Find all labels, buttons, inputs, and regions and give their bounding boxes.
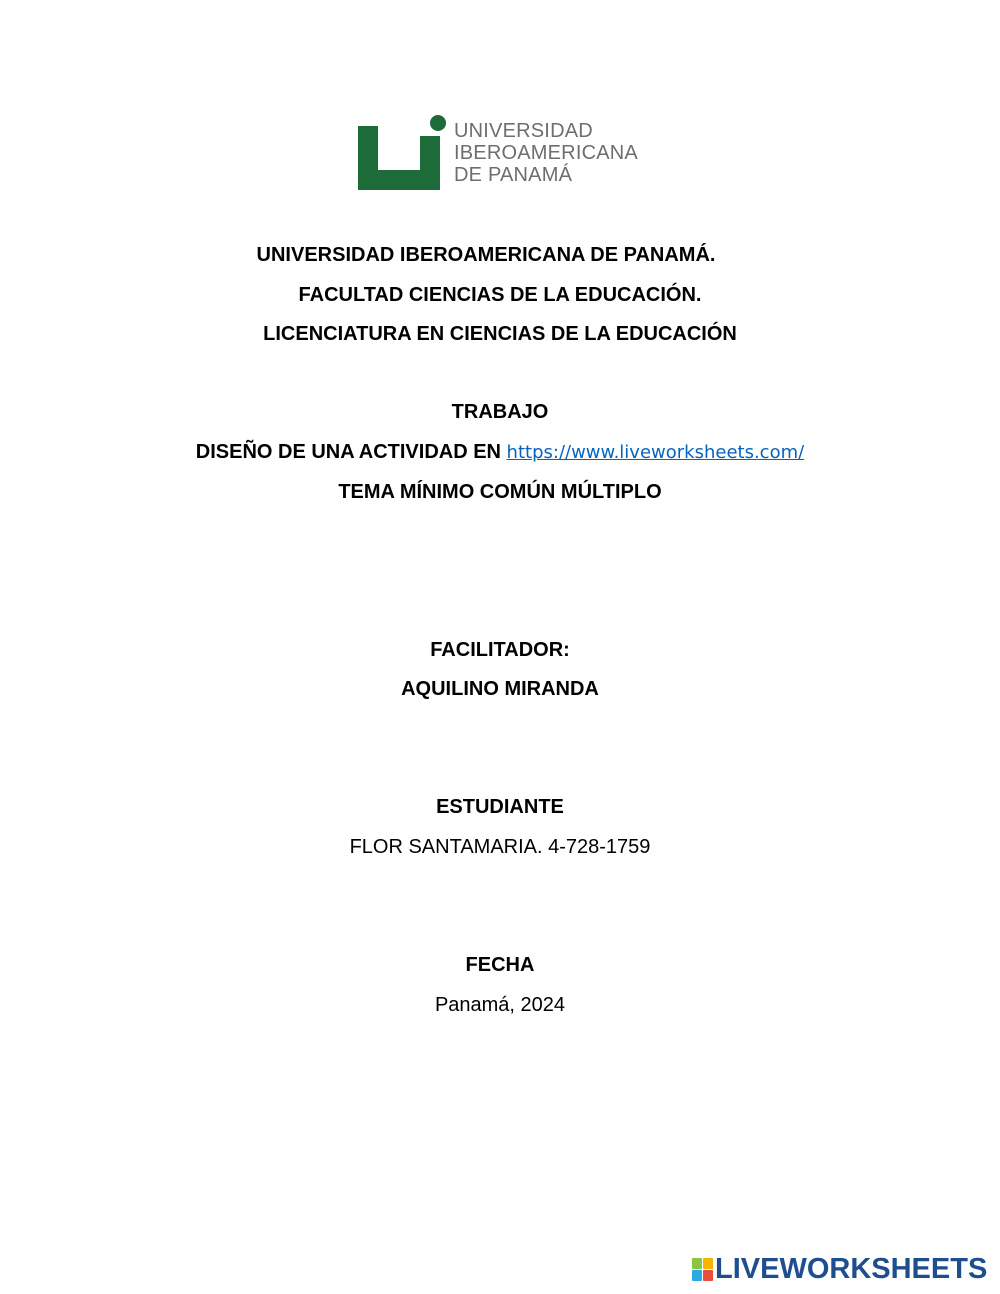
degree-title: LICENCIATURA EN CIENCIAS DE LA EDUCACIÓN [263, 323, 737, 345]
work-topic: TEMA MÍNIMO COMÚN MÚLTIPLO [338, 481, 662, 503]
student-name: FLOR SANTAMARIA. 4-728-1759 [349, 836, 651, 858]
faculty-title: FACULTAD CIENCIAS DE LA EDUCACIÓN. [298, 284, 702, 306]
logo-line-1: UNIVERSIDAD [454, 120, 593, 142]
facilitator-name: AQUILINO MIRANDA [401, 678, 599, 700]
logo-line-2: IBEROAMERICANA [454, 142, 638, 164]
university-title: UNIVERSIDAD IBEROAMERICANA DE PANAMÁ. [256, 244, 716, 266]
liveworksheets-logo-icon [692, 1258, 712, 1280]
work-design-prefix: DISEÑO DE UNA ACTIVIDAD EN [195, 441, 507, 463]
liveworksheets-wordmark: LIVEWORKSHEETS [715, 1252, 988, 1285]
liveworksheets-link[interactable]: https://www.liveworksheets.com/ [506, 442, 805, 463]
university-logo-wordmark [454, 120, 638, 186]
liveworksheets-brand [692, 1254, 987, 1284]
facilitator-label: FACILITADOR: [430, 639, 570, 661]
work-heading: TRABAJO [451, 401, 549, 423]
work-design-line [0, 440, 1000, 465]
student-label: ESTUDIANTE [436, 796, 564, 818]
date-value: Panamá, 2024 [434, 994, 566, 1016]
date-label: FECHA [465, 954, 535, 976]
university-logo [358, 114, 668, 194]
logo-line-3: DE PANAMÁ [454, 164, 573, 186]
university-logo-mark-icon [358, 114, 448, 194]
